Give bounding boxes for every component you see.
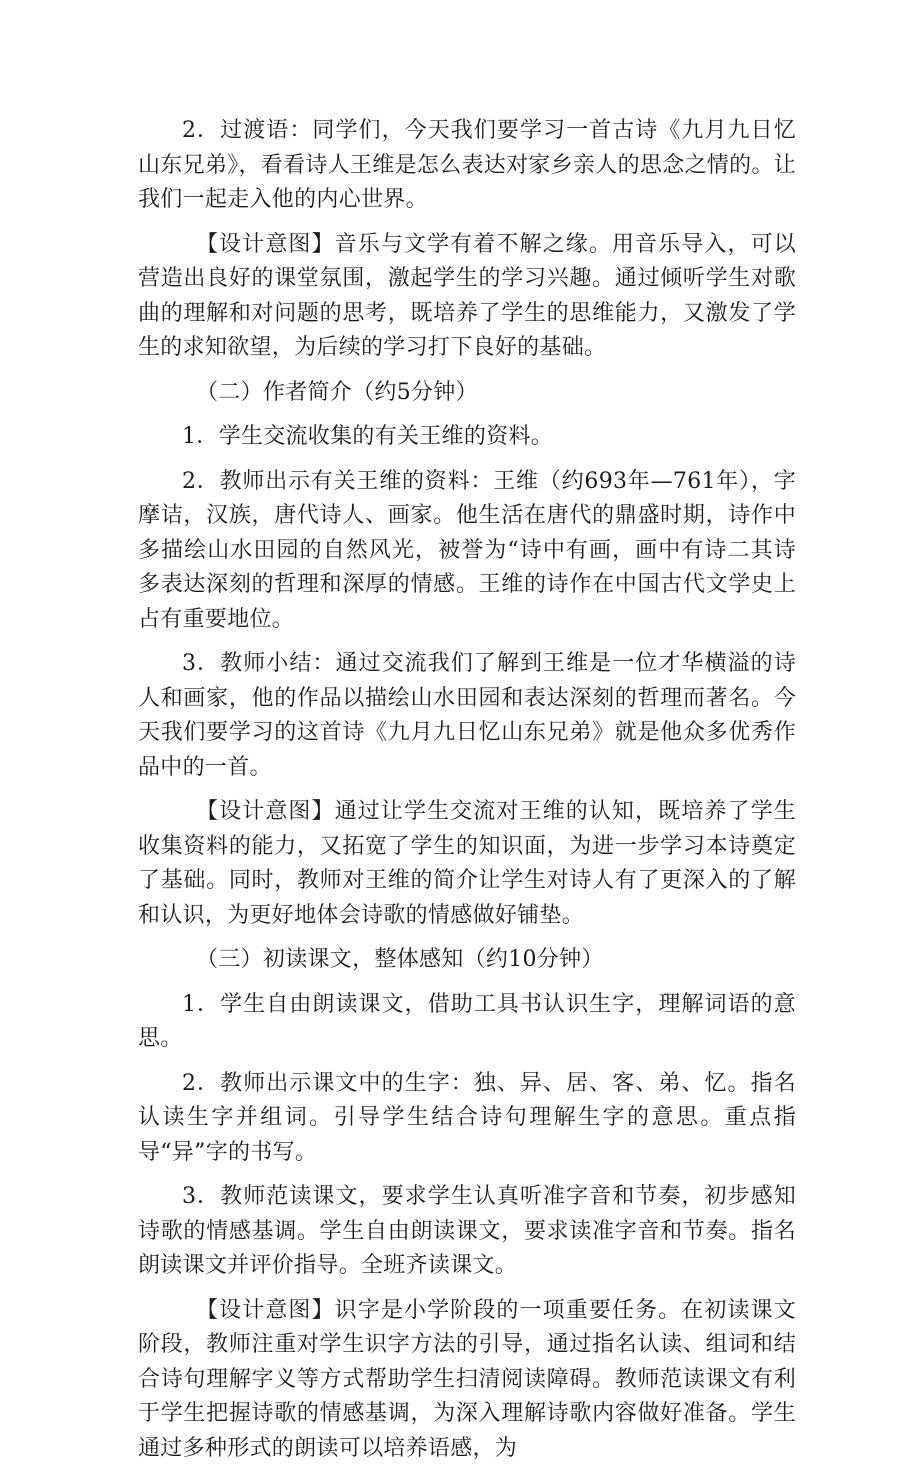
- paragraph-design-intent-literacy: 【设计意图】识字是小学阶段的一项重要任务。在初读课文阶段，教师注重对学生识字方法的引导，通过指名认读、组词和结合诗句理解字义等方式帮助学生扫清阅读障碍。教师范读课文有利于学生把握诗歌的情感基调，为深入理解诗歌内容做好准备。学生通过多种形式的朗读可以培养语感，为: [138, 1294, 796, 1466]
- paragraph-author-1: 1．学生交流收集的有关王维的资料。: [138, 420, 796, 455]
- paragraph-design-intent-author: 【设计意图】通过让学生交流对王维的认知，既培养了学生收集资料的能力，又拓宽了学生的知识面，为进一步学习本诗奠定了基础。同时，教师对王维的简介让学生对诗人有了更深入的了解和认识，为更好地体会诗歌的情感做好铺垫。: [138, 795, 796, 933]
- paragraph-reading-1: 1．学生自由朗读课文，借助工具书认识生字，理解词语的意思。: [138, 988, 796, 1057]
- paragraph-author-2: 2．教师出示有关王维的资料：王维（约693年—761年），字摩诘，汉族，唐代诗人、画家。他生活在唐代的鼎盛时期，诗作中多描绘山水田园的自然风光，被誉为“诗中有画，画中有诗二其诗多表达深刻的哲理和深厚的情感。王维的诗作在中国古代文学史上占有重要地位。: [138, 465, 796, 638]
- paragraph-reading-3: 3．教师范读课文，要求学生认真听准字音和节奏，初步感知诗歌的情感基调。学生自由朗读课文，要求读准字音和节奏。指名朗读课文并评价指导。全班齐读课文。: [138, 1180, 796, 1284]
- paragraph-design-intent-music: 【设计意图】音乐与文学有着不解之缘。用音乐导入，可以营造出良好的课堂氛围，激起学生的学习兴趣。通过倾听学生对歌曲的理解和对问题的思考，既培养了学生的思维能力，又激发了学生的求知欲望，为后续的学习打下良好的基础。: [138, 228, 796, 366]
- section-heading-author: （二）作者简介（约5分钟）: [138, 376, 796, 411]
- document-page: [138, 114, 796, 1466]
- paragraph-reading-2: 2．教师出示课文中的生字：独、异、居、客、弟、忆。指名认读生字并组词。引导学生结合诗句理解生字的意思。重点指导“异”字的书写。: [138, 1067, 796, 1171]
- paragraph-author-3: 3．教师小结：通过交流我们了解到王维是一位才华横溢的诗人和画家，他的作品以描绘山水田园和表达深刻的哲理而著名。今天我们要学习的这首诗《九月九日忆山东兄弟》就是他众多优秀作品中的一首。: [138, 647, 796, 785]
- paragraph-transition: 2．过渡语：同学们，今天我们要学习一首古诗《九月九日忆山东兄弟》，看看诗人王维是怎么表达对家乡亲人的思念之情的。让我们一起走入他的内心世界。: [138, 114, 796, 218]
- section-heading-first-reading: （三）初读课文，整体感知（约10分钟）: [138, 943, 796, 978]
